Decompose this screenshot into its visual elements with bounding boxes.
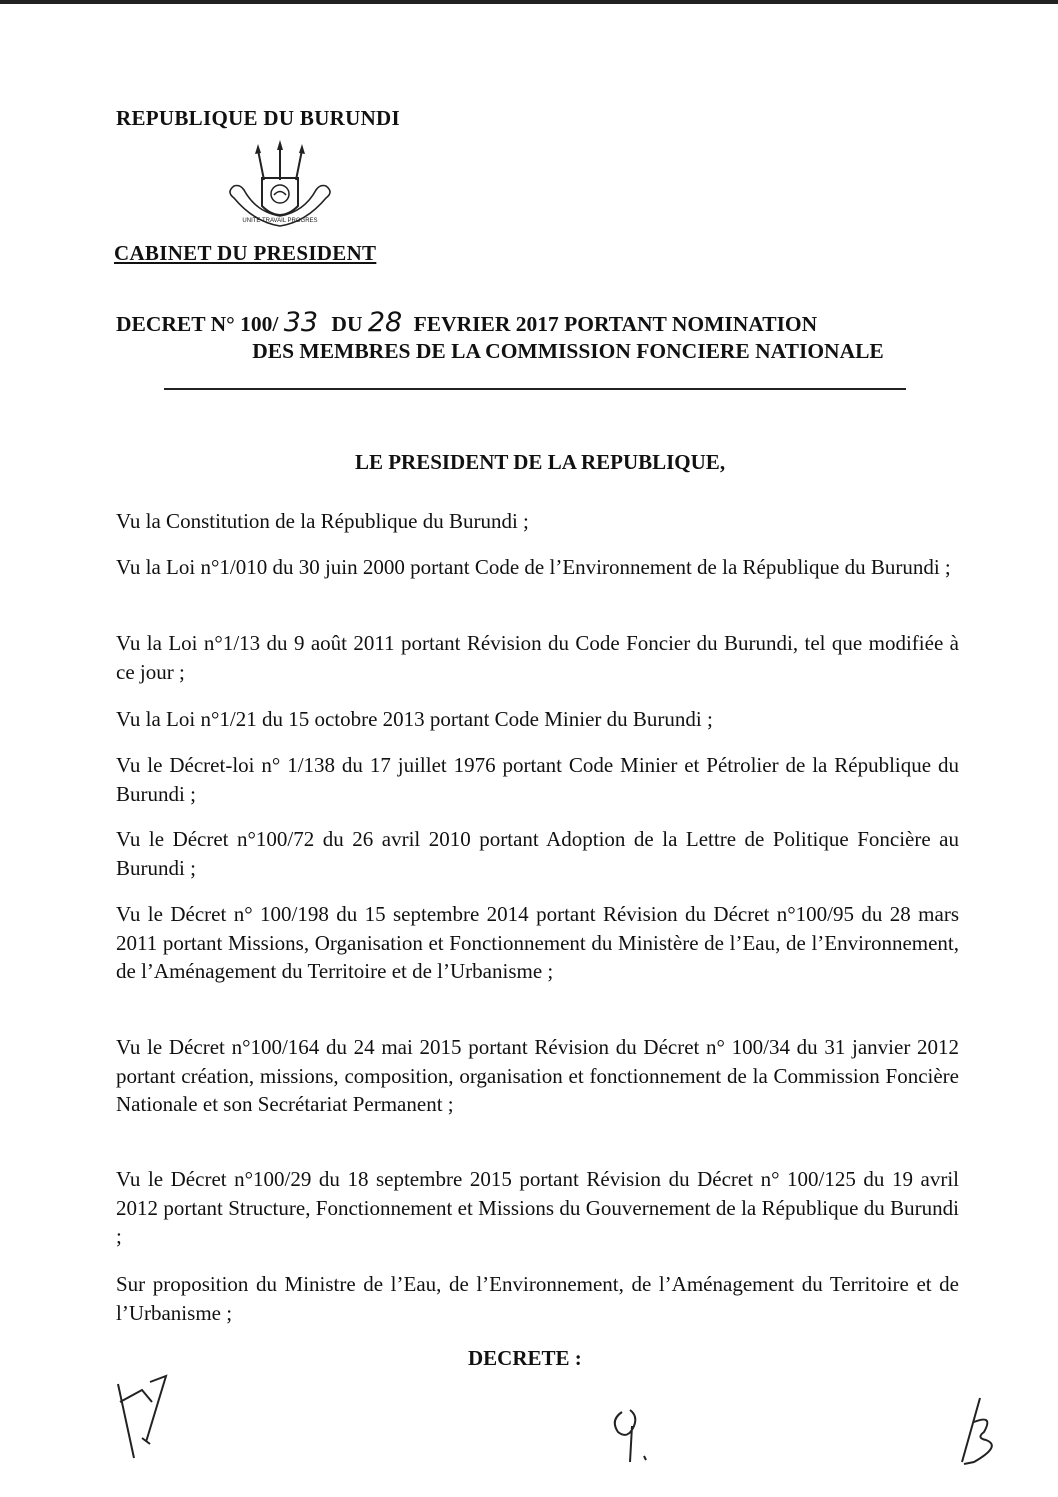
country-heading: REPUBLIQUE DU BURUNDI (116, 106, 400, 130)
president-heading: LE PRESIDENT DE LA REPUBLIQUE, (354, 450, 726, 474)
paragraph-loi-code-foncier: Vu la Loi n°1/13 du 9 août 2011 portant Révision du Code Foncier du Burundi, tel que modifiée à ce jour ; (116, 631, 959, 684)
paragraph-proposition-ministre: Sur proposition du Ministre de l’Eau, de l’Environnement, de l’Aménagement du Territoire et de l’Urbanisme ; (116, 1272, 959, 1325)
paragraph-constitution: Vu la Constitution de la République du Burundi ; (116, 509, 529, 533)
emblem-motto: UNITE TRAVAIL PROGRES (242, 218, 318, 224)
decrete-heading: DECRETE : (468, 1346, 582, 1370)
paragraph-decret-politique-fonciere: Vu le Décret n°100/72 du 26 avril 2010 portant Adoption de la Lettre de Politique Foncière au Burundi ; (116, 827, 959, 880)
paragraph-decret-commission: Vu le Décret n°100/164 du 24 mai 2015 portant Révision du Décret n° 100/34 du 31 janvier 2012 portant création, missions, composition, organisation et fonctionnement de la Commission Foncière Nationale et son Secrétariat Permanent ; (116, 1035, 959, 1116)
decree-title-line2: DES MEMBRES DE LA COMMISSION FONCIERE NATIONALE (252, 339, 884, 363)
decree-number-handwritten: 33 (283, 307, 319, 338)
cabinet-heading: CABINET DU PRESIDENT (114, 241, 377, 265)
initials-center (604, 1402, 654, 1472)
paragraph-decret-loi-minier: Vu le Décret-loi n° 1/138 du 17 juillet 1976 portant Code Minier et Pétrolier de la République du Burundi ; (116, 753, 959, 806)
initials-right (950, 1392, 1010, 1472)
decree-title-line1 (116, 308, 960, 339)
coat-of-arms-emblem (224, 140, 336, 238)
decree-title-du: DU (331, 312, 363, 336)
paragraph-decret-gouvernement: Vu le Décret n°100/29 du 18 septembre 2015 portant Révision du Décret n° 100/125 du 19 avril 2012 portant Structure, Fonctionnement et Missions du Gouvernement de la République du Burundi ; (116, 1167, 959, 1248)
scan-top-edge (0, 0, 1058, 4)
decree-title-rest: FEVRIER 2017 PORTANT NOMINATION (413, 312, 818, 336)
title-divider (164, 388, 906, 390)
paragraph-decret-ministere: Vu le Décret n° 100/198 du 15 septembre 2014 portant Révision du Décret n°100/95 du 28 mars 2011 portant Missions, Organisation et Fonctionnement du Ministère de l’Eau, de l’Environnement, de l’Aménagement du Territoire et de l’Urbanisme ; (116, 902, 959, 983)
decree-day-handwritten: 28 (367, 307, 403, 338)
paragraph-loi-code-minier: Vu la Loi n°1/21 du 15 octobre 2013 portant Code Minier du Burundi ; (116, 707, 713, 731)
initials-left (112, 1372, 172, 1472)
paragraph-loi-environnement: Vu la Loi n°1/010 du 30 juin 2000 portant Code de l’Environnement de la République du Burundi ; (116, 555, 951, 579)
decree-title-prefix: DECRET N° 100/ (116, 312, 279, 336)
